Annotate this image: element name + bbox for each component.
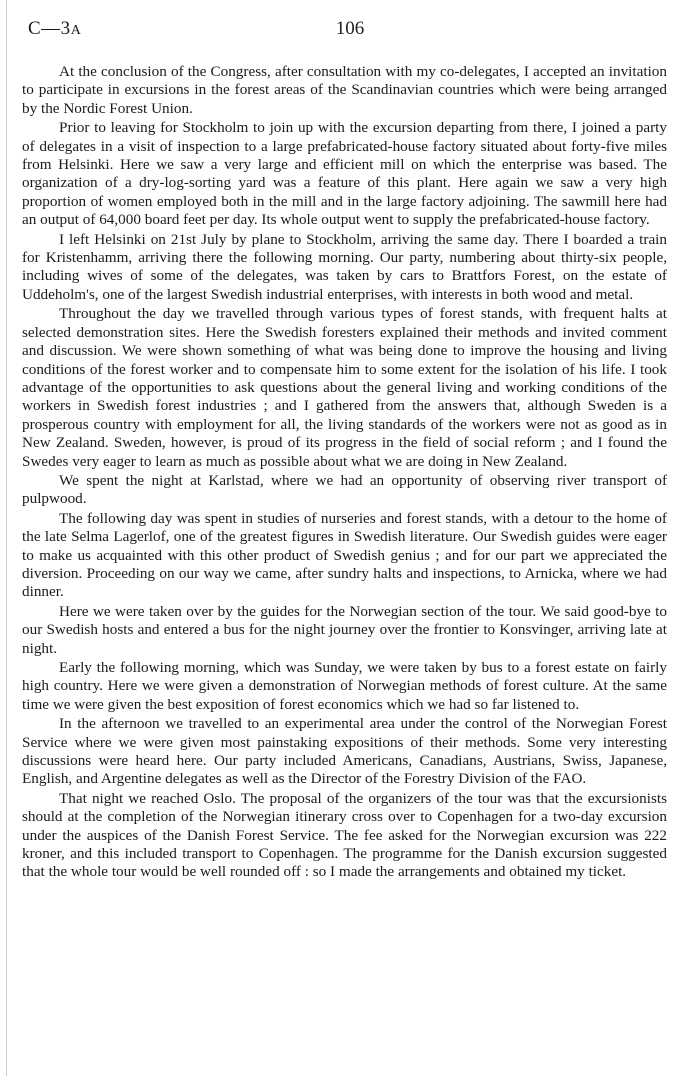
paragraph: The following day was spent in studies of nurseries and forest stands, with a detour to the home of the late Selma Lagerlof, one of the greatest figures in Swedish literature. Our Swedish guides were eager to make us acquainted with this other product of Swedish genius ; and for our part we appreciated the diversion. Proceeding on our way we came, after sundry halts and inspections, to Arnicka, where we had dinner.	[22, 509, 667, 601]
reference-code: C—3	[28, 18, 71, 39]
paragraph: Here we were taken over by the guides for the Norwegian section of the tour. We said good-bye to our Swedish hosts and entered a bus for the night journey over the frontier to Konsvinger, arriving late at night.	[22, 602, 667, 657]
paragraph: We spent the night at Karlstad, where we had an opportunity of observing river transport of pulpwood.	[22, 471, 667, 508]
page-header	[28, 18, 672, 46]
paragraph: That night we reached Oslo. The proposal of the organizers of the tour was that the excursionists should at the completion of the Norwegian itinerary cross over to Copenhagen for a two-day excursion under the auspices of the Danish Forest Service. The fee asked for the Norwegian excursion was 222 kroner, and this included transport to Copenhagen. The programme for the Danish excursion suggested that the whole tour would be well rounded off : so I made the arrangements and obtained my ticket.	[22, 789, 667, 881]
paragraph: Throughout the day we travelled through various types of forest stands, with frequent halts at selected demonstration sites. Here the Swedish foresters explained their methods and invited comment and discussion. We were shown something of what was being done to improve the housing and living conditions of the forest worker and to compensate him to some extent for the isolation of his life. I took advantage of the opportunities to ask questions about the general living and working conditions of the workers in Swedish forest industries ; and I gathered from the answers that, although Sweden is a prosperous country with employment for all, the living standards of the workers were not as good as in New Zealand. Sweden, however, is proud of its progress in the field of social reform ; and I found the Swedes very eager to learn as much as possible about what we are doing in New Zealand.	[22, 305, 667, 470]
paragraph: In the afternoon we travelled to an experimental area under the control of the Norwegian Forest Service where we were given most painstaking expositions of their methods. Some very interesting discussions were heard here. Our party included Americans, Canadians, Austrians, Swiss, Japanese, English, and Argentine delegates as well as the Director of the Forestry Division of the FAO.	[22, 715, 667, 788]
page-number: 106	[335, 18, 365, 39]
paragraph: Prior to leaving for Stockholm to join up with the excursion departing from there, I joined a party of delegates in a visit of inspection to a large prefabricated-house factory situated about forty-five miles from Helsinki. Here we saw a very large and efficient mill on which the enterprise was based. The organization of a dry-log-sorting yard was a feature of this plant. Here again we saw a very high proportion of women employed both in the mill and in the large factory adjoining. The sawmill here had an output of 64,000 board feet per day. Its whole output went to supply the prefabricated-house factory.	[22, 119, 667, 229]
reference-suffix: A	[70, 23, 82, 38]
body-text	[22, 63, 667, 882]
paragraph: Early the following morning, which was Sunday, we were taken by bus to a forest estate on fairly high country. Here we were given a demonstration of Norwegian methods of forest culture. At the same time we were given the best exposition of forest economics which we had so far listened to.	[22, 659, 667, 713]
paragraph: At the conclusion of the Congress, after consultation with my co-delegates, I accepted an invitation to participate in excursions in the forest areas of the Scandinavian countries which were being arranged by the Nordic Forest Union.	[22, 63, 667, 117]
paragraph: I left Helsinki on 21st July by plane to Stockholm, arriving the same day. There I boarded a train for Kristenhamm, arriving there the following morning. Our party, numbering about thirty-six people, including wives of some of the delegates, was taken by cars to Brattfors Forest, on the estate of Uddeholm's, one of the largest Swedish industrial enterprises, with interests in both wood and metal.	[22, 230, 667, 303]
scan-margin-line	[6, 0, 7, 1076]
